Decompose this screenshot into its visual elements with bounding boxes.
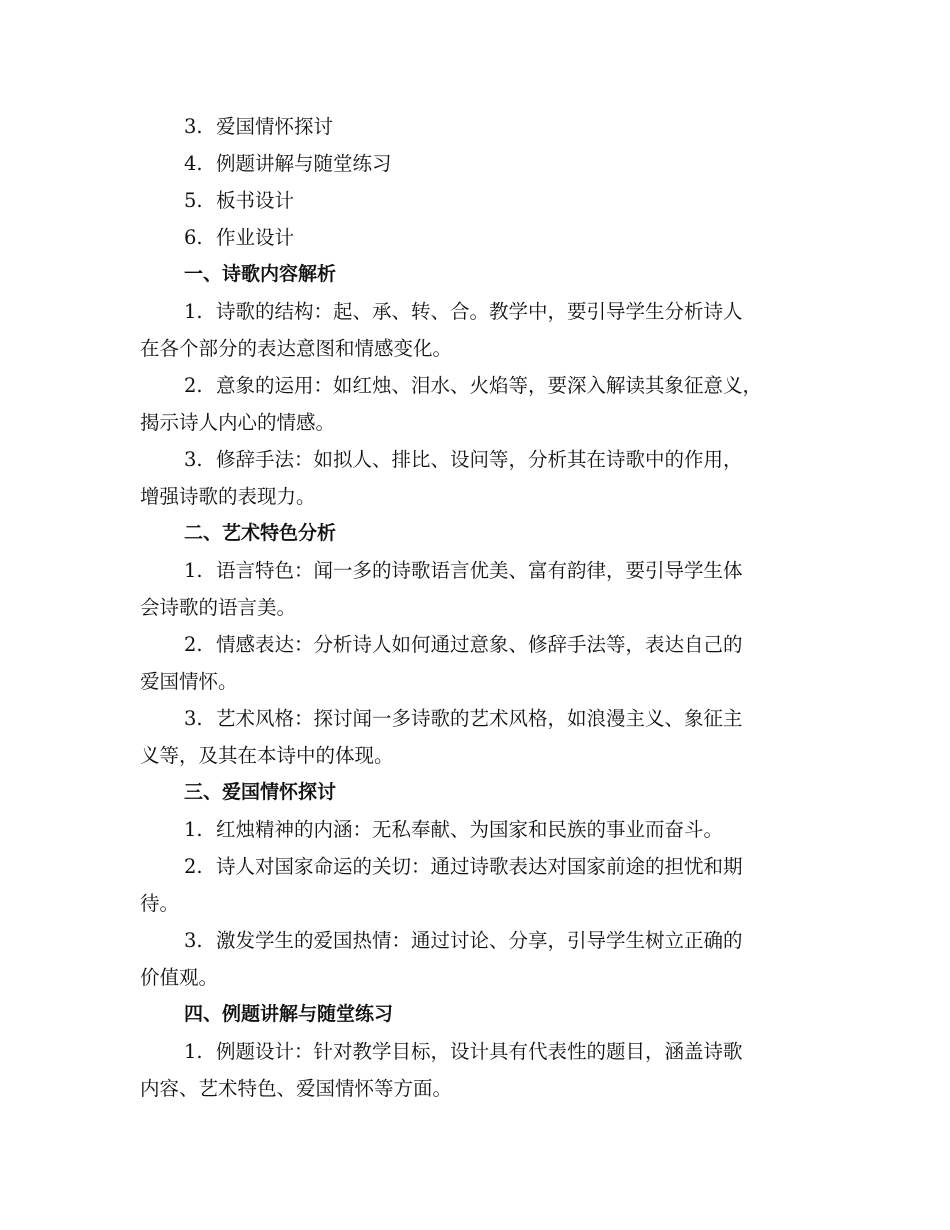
paragraph-first-line bbox=[140, 626, 810, 663]
paragraph-first-line bbox=[140, 811, 810, 848]
item-text: 诗歌的结构：起、承、转、合。教学中，要引导学生分析诗人 bbox=[216, 300, 743, 323]
section-heading: 二、艺术特色分析 bbox=[184, 522, 337, 544]
toc-number: 5. bbox=[184, 189, 203, 212]
item-number: 2. bbox=[184, 633, 203, 656]
section-heading: 三、爱国情怀探讨 bbox=[184, 781, 337, 803]
item-number: 1. bbox=[184, 300, 203, 323]
section-heading: 四、例题讲解与随堂练习 bbox=[184, 1003, 394, 1025]
toc-text: 板书设计 bbox=[216, 189, 295, 212]
paragraph-continuation: 爱国情怀。 bbox=[140, 670, 238, 693]
paragraph-first-line bbox=[140, 441, 810, 478]
item-text: 例题设计：针对教学目标，设计具有代表性的题目，涵盖诗歌 bbox=[216, 1040, 743, 1063]
paragraph-continuation: 增强诗歌的表现力。 bbox=[140, 485, 316, 508]
item-text: 意象的运用：如红烛、泪水、火焰等，要深入解读其象征意义， bbox=[216, 374, 763, 397]
toc-text: 爱国情怀探讨 bbox=[216, 115, 334, 138]
item-number: 3. bbox=[184, 448, 203, 471]
item-number: 1. bbox=[184, 559, 203, 582]
paragraph-first-line bbox=[140, 293, 810, 330]
item-number: 3. bbox=[184, 707, 203, 730]
item-number: 1. bbox=[184, 1040, 203, 1063]
toc-item bbox=[140, 108, 810, 145]
paragraph-first-line bbox=[140, 367, 810, 404]
item-number: 2. bbox=[184, 855, 203, 878]
section-heading: 一、诗歌内容解析 bbox=[184, 263, 337, 285]
paragraph-continuation: 待。 bbox=[140, 892, 180, 915]
toc-text: 作业设计 bbox=[216, 226, 295, 249]
toc-item bbox=[140, 219, 810, 256]
document-body bbox=[140, 108, 810, 1107]
paragraph-first-line bbox=[140, 700, 810, 737]
paragraph-continuation: 会诗歌的语言美。 bbox=[140, 596, 297, 619]
toc-item bbox=[140, 182, 810, 219]
item-number: 2. bbox=[184, 374, 203, 397]
toc-text: 例题讲解与随堂练习 bbox=[216, 152, 392, 175]
item-number: 1. bbox=[184, 818, 203, 841]
paragraph-first-line bbox=[140, 1033, 810, 1070]
paragraph-first-line bbox=[140, 552, 810, 589]
item-text: 诗人对国家命运的关切：通过诗歌表达对国家前途的担忧和期 bbox=[216, 855, 743, 878]
toc-number: 3. bbox=[184, 115, 203, 138]
item-text: 语言特色：闻一多的诗歌语言优美、富有韵律，要引导学生体 bbox=[216, 559, 743, 582]
toc-number: 6. bbox=[184, 226, 203, 249]
paragraph-continuation: 价值观。 bbox=[140, 966, 219, 989]
item-text: 艺术风格：探讨闻一多诗歌的艺术风格，如浪漫主义、象征主 bbox=[216, 707, 743, 730]
paragraph-continuation: 在各个部分的表达意图和情感变化。 bbox=[140, 337, 453, 360]
item-text: 激发学生的爱国热情：通过讨论、分享，引导学生树立正确的 bbox=[216, 929, 743, 952]
toc-number: 4. bbox=[184, 152, 203, 175]
item-text: 红烛精神的内涵：无私奉献、为国家和民族的事业而奋斗。 bbox=[216, 818, 724, 841]
item-number: 3. bbox=[184, 929, 203, 952]
paragraph-continuation: 揭示诗人内心的情感。 bbox=[140, 411, 336, 434]
paragraph-continuation: 内容、艺术特色、爱国情怀等方面。 bbox=[140, 1077, 453, 1100]
paragraph-first-line bbox=[140, 848, 810, 885]
toc-item bbox=[140, 145, 810, 182]
item-text: 修辞手法：如拟人、排比、设问等，分析其在诗歌中的作用， bbox=[216, 448, 743, 471]
paragraph-first-line bbox=[140, 922, 810, 959]
paragraph-continuation: 义等，及其在本诗中的体现。 bbox=[140, 744, 394, 767]
item-text: 情感表达：分析诗人如何通过意象、修辞手法等，表达自己的 bbox=[216, 633, 743, 656]
